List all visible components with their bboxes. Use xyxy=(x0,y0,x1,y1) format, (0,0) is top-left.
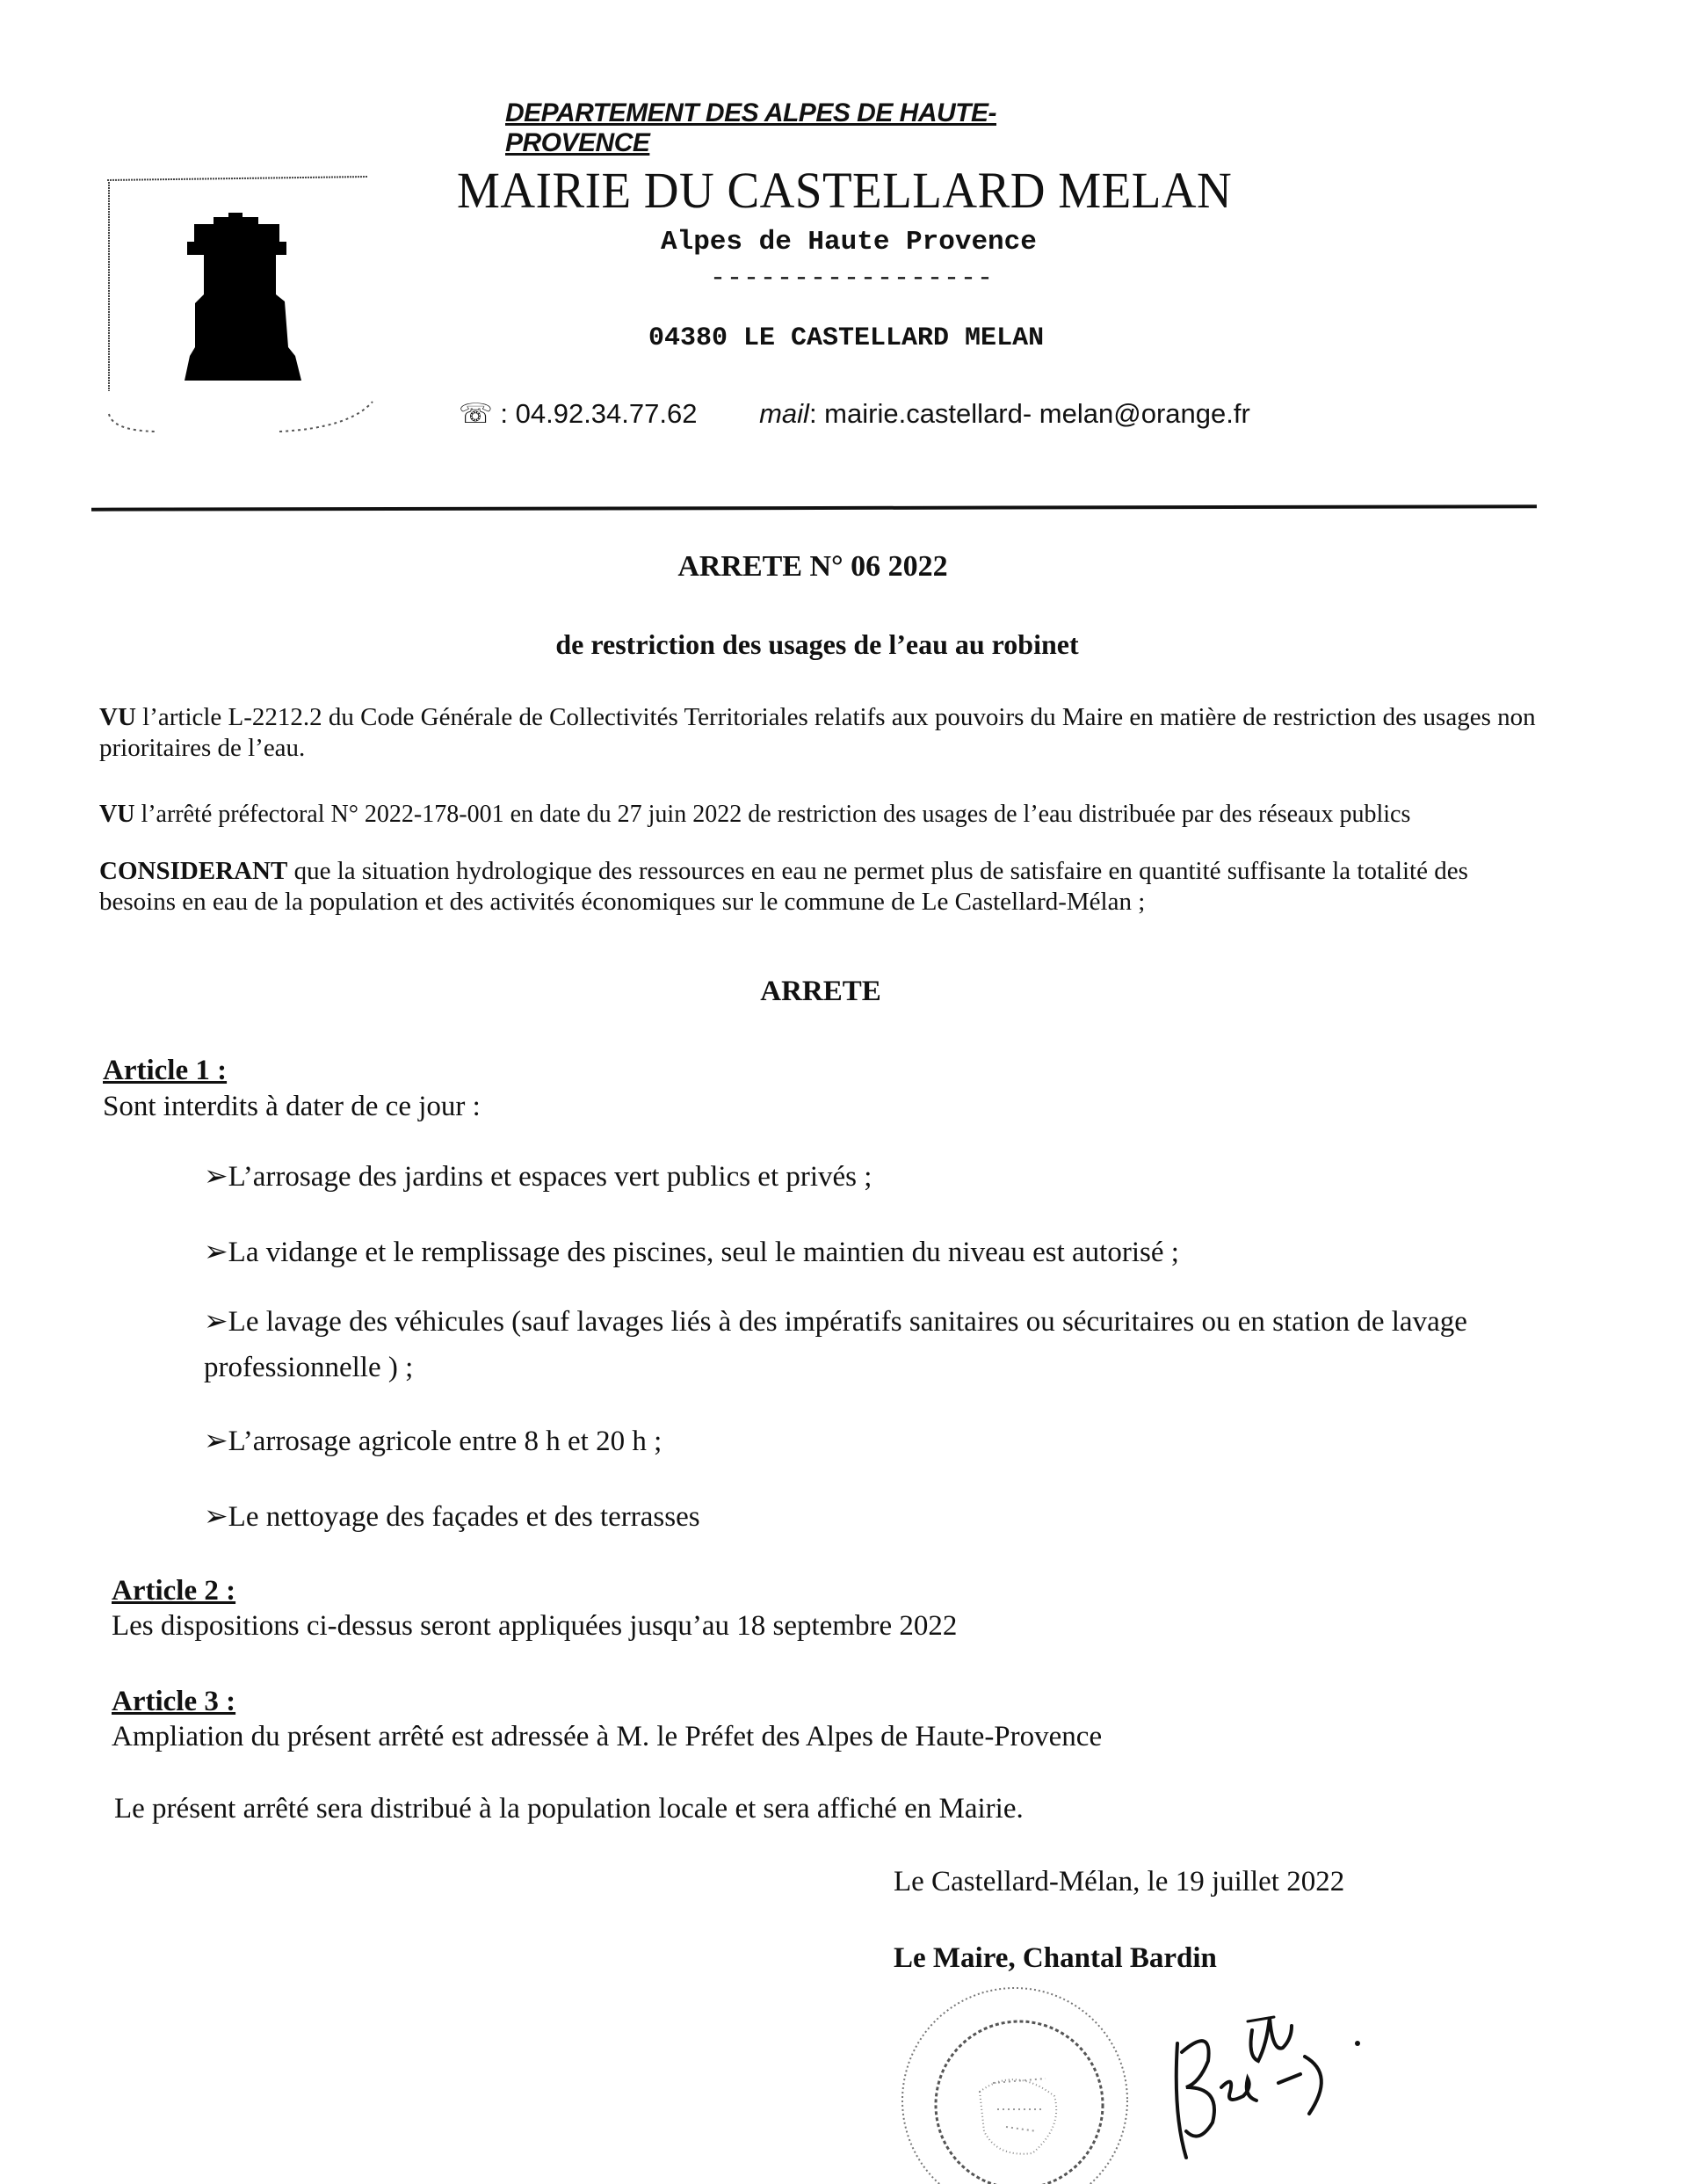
article-3-title: Article 3 : xyxy=(112,1686,236,1717)
list-item: ➢L’arrosage agricole entre 8 h et 20 h ; xyxy=(204,1426,662,1457)
vu-article-paragraph xyxy=(99,702,1540,764)
arrow-bullet-icon: ➢ xyxy=(204,1426,228,1457)
arrete-heading: ARRETE xyxy=(760,976,881,1007)
header-divider xyxy=(91,504,1537,511)
department-heading: DEPARTEMENT DES ALPES DE HAUTE-PROVENCE xyxy=(505,98,996,157)
article-2-text: Les dispositions ci-dessus seront appliquées jusqu’au 18 septembre 2022 xyxy=(112,1610,958,1642)
mail-address: : mairie.castellard- melan@orange.fr xyxy=(808,398,1250,429)
arrow-bullet-icon: ➢ xyxy=(204,1237,228,1268)
header-separator: ----------------- xyxy=(710,264,995,294)
postal-address: 04380 LE CASTELLARD MELAN xyxy=(648,323,1045,353)
official-stamp-icon xyxy=(883,1977,1147,2184)
vu-label: VU xyxy=(99,703,136,731)
distribution-text: Le présent arrêté sera distribué à la population locale et sera affiché en Mairie. xyxy=(114,1793,1024,1825)
article-2-title: Article 2 : xyxy=(112,1575,236,1607)
article-3-text: Ampliation du présent arrêté est adressée à M. le Préfet des Alpes de Haute-Provence xyxy=(112,1721,1103,1752)
considerant-label: CONSIDERANT xyxy=(99,857,288,885)
region-subtitle: Alpes de Haute Provence xyxy=(661,227,1037,258)
list-item: ➢L’arrosage des jardins et espaces vert publics et privés ; xyxy=(204,1161,872,1193)
article-1-text: Sont interdits à dater de ce jour : xyxy=(103,1091,481,1122)
handwritten-signature-icon xyxy=(1160,1991,1388,2184)
vu-arrete-text: l’arrêté préfectoral N° 2022-178-001 en date du 27 juin 2022 de restriction des usages de l’eau distribuée par des réseaux publics xyxy=(134,801,1411,828)
considerant-text: que la situation hydrologique des ressources en eau ne permet plus de satisfaire en quantité suffisante la totalité des besoins en eau de la population et des activités économiques sur le commune de Le Castellard-Mélan ; xyxy=(99,857,1468,916)
mail-label: mail xyxy=(759,398,809,429)
decree-number: ARRETE N° 06 2022 xyxy=(677,550,948,583)
place-date: Le Castellard-Mélan, le 19 juillet 2022 xyxy=(894,1866,1345,1897)
phone-number: : 04.92.34.77.62 xyxy=(500,398,698,429)
vu-article-text: l’article L-2212.2 du Code Générale de Collectivités Territoriales relatifs aux pouvoirs du Maire en matière de restriction des usages non prioritaires de l’eau. xyxy=(99,703,1536,762)
arrow-bullet-icon: ➢ xyxy=(204,1501,228,1533)
article-1-title: Article 1 : xyxy=(103,1055,228,1086)
telephone-icon: ☏ xyxy=(459,398,493,429)
list-item: ➢Le lavage des véhicules (sauf lavages liés à des impératifs sanitaires ou sécuritaires ou en station de lavage professionnelle ) ; xyxy=(204,1306,1467,1383)
mairie-title: MAIRIE DU CASTELLARD MELAN xyxy=(457,162,1233,219)
considerant-paragraph xyxy=(99,856,1540,918)
list-item: ➢Le nettoyage des façades et des terrasses xyxy=(204,1501,700,1533)
arrow-bullet-icon: ➢ xyxy=(204,1161,228,1193)
decree-subject: de restriction des usages de l’eau au robinet xyxy=(555,628,1079,660)
vu-arrete-paragraph xyxy=(99,799,1540,830)
arrow-bullet-icon: ➢ xyxy=(204,1306,228,1338)
tower-crest-icon xyxy=(104,171,385,435)
list-item: ➢La vidange et le remplissage des piscines, seul le maintien du niveau est autorisé ; xyxy=(204,1237,1179,1268)
vu-label: VU xyxy=(99,801,135,828)
signatory: Le Maire, Chantal Bardin xyxy=(894,1942,1217,1974)
contact-line xyxy=(459,398,1250,430)
